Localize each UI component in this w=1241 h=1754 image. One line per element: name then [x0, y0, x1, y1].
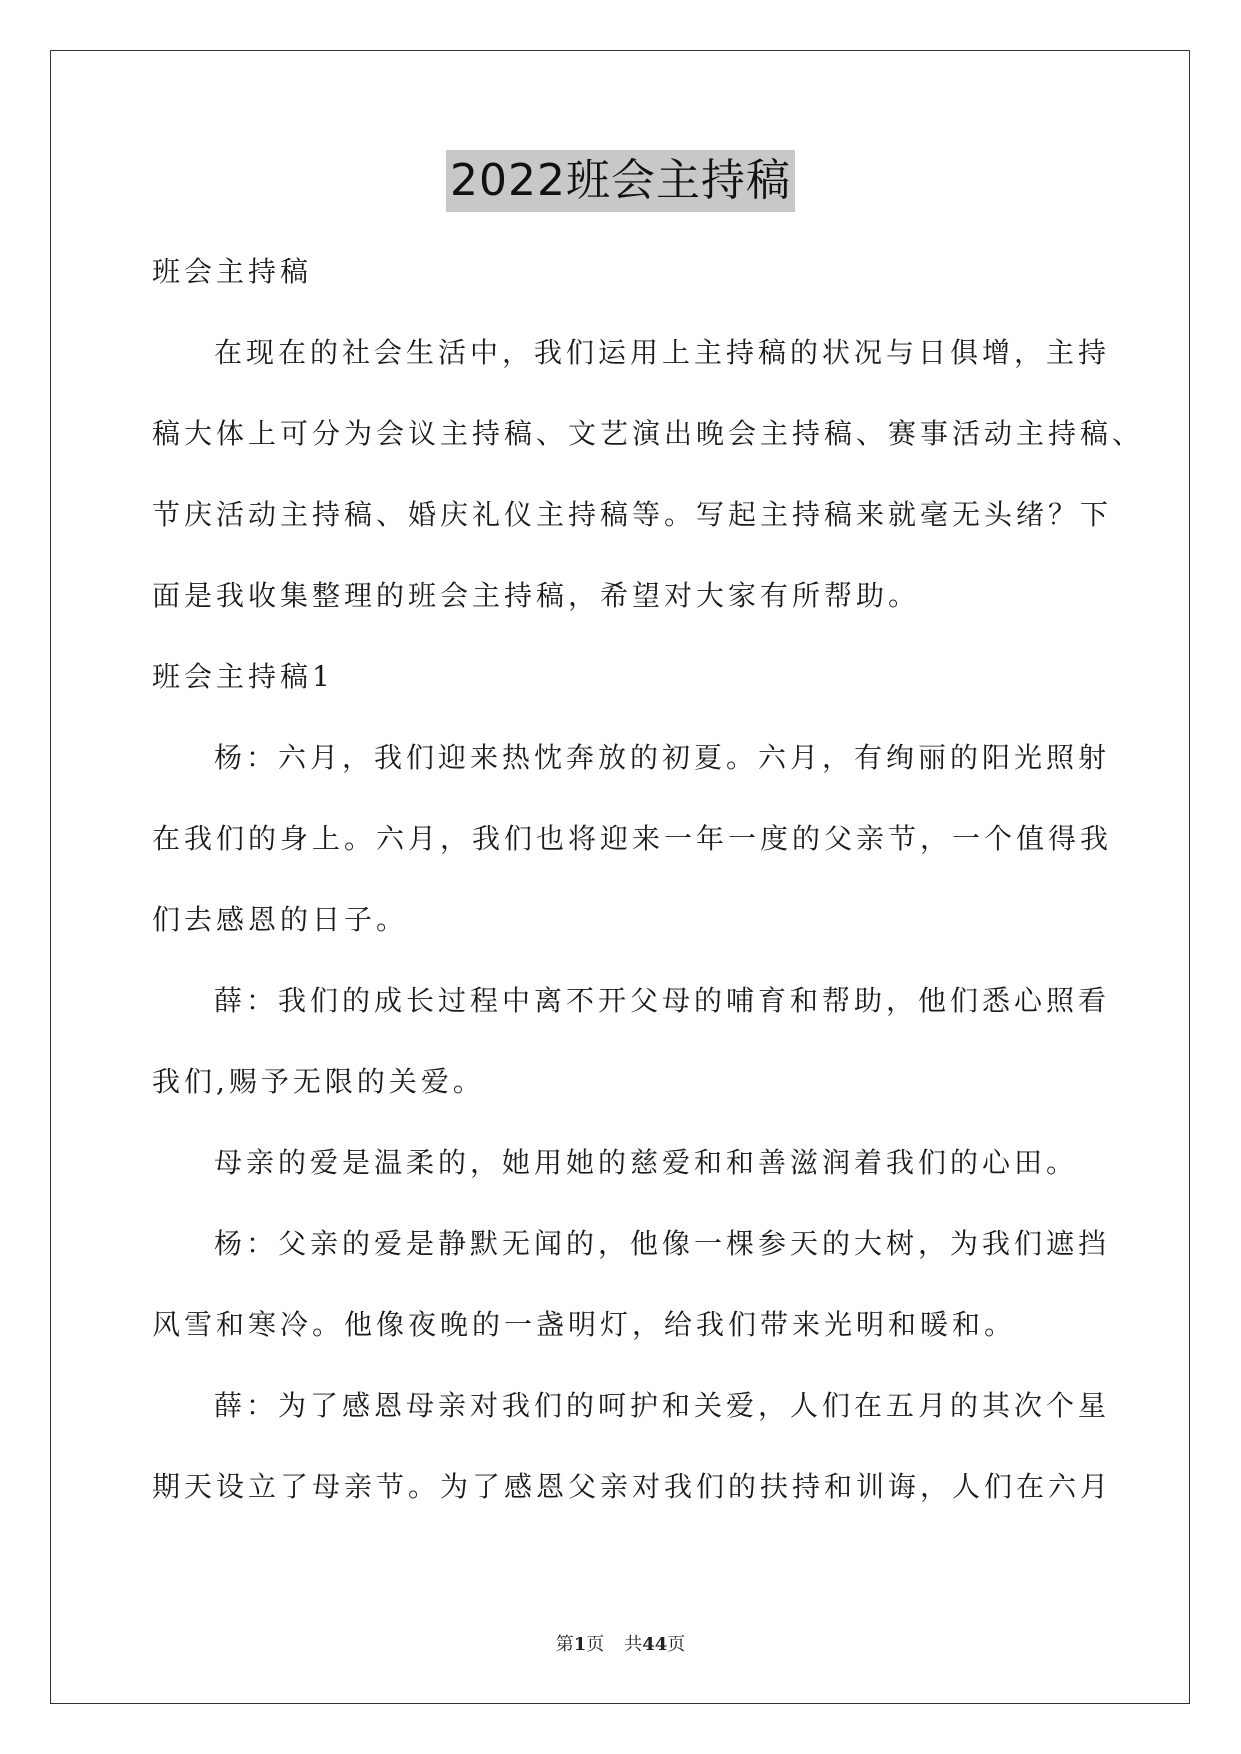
title-container	[0, 150, 1241, 212]
text-line: 风雪和寒冷。他像夜晚的一盏明灯，给我们带来光明和暖和。	[152, 1308, 1017, 1341]
footer-total-pages: 44	[642, 1634, 668, 1655]
text-line: 杨：父亲的爱是静默无闻的，他像一棵参天的大树，为我们遮挡	[214, 1227, 1111, 1260]
document-body	[152, 252, 1145, 1548]
footer-page-number: 1	[573, 1634, 587, 1655]
text-line: 节庆活动主持稿、婚庆礼仪主持稿等。写起主持稿来就毫无头绪？下	[152, 498, 1113, 531]
text-line: 薛：我们的成长过程中离不开父母的哺育和帮助，他们悉心照看	[214, 984, 1111, 1017]
text-line: 在现在的社会生活中，我们运用上主持稿的状况与日俱增，主持	[214, 336, 1111, 369]
text-line: 期天设立了母亲节。为了感恩父亲对我们的扶持和训诲，人们在六月	[152, 1470, 1113, 1503]
text-line: 面是我收集整理的班会主持稿，希望对大家有所帮助。	[152, 579, 921, 612]
page-footer	[0, 1630, 1241, 1656]
text-line: 母亲的爱是温柔的，她用她的慈爱和和善滋润着我们的心田。	[214, 1146, 1079, 1179]
text-line: 在我们的身上。六月，我们也将迎来一年一度的父亲节，一个值得我	[152, 822, 1113, 855]
footer-page-suffix: 页	[586, 1634, 605, 1655]
footer-total-prefix: 共	[624, 1634, 643, 1655]
text-line: 稿大体上可分为会议主持稿、文艺演出晚会主持稿、赛事活动主持稿、	[152, 417, 1145, 450]
text-line: 我们,赐予无限的关爱。	[152, 1065, 485, 1098]
document-title: 2022班会主持稿	[446, 150, 795, 212]
text-line: 们去感恩的日子。	[152, 903, 409, 936]
footer-total-suffix: 页	[667, 1634, 686, 1655]
text-line: 班会主持稿	[152, 255, 313, 288]
text-line: 班会主持稿1	[152, 660, 334, 693]
text-line: 杨：六月，我们迎来热忱奔放的初夏。六月，有绚丽的阳光照射	[214, 741, 1111, 774]
text-line: 薛：为了感恩母亲对我们的呵护和关爱，人们在五月的其次个星	[214, 1389, 1111, 1422]
footer-page-prefix: 第	[555, 1634, 574, 1655]
